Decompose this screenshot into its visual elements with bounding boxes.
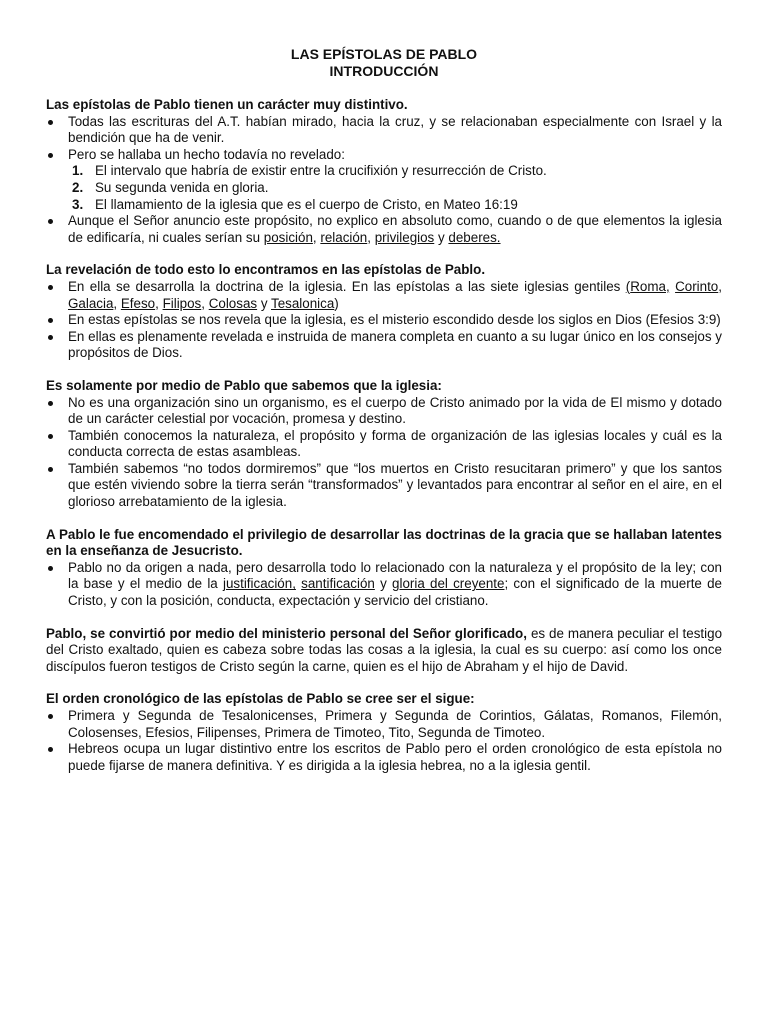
- bullet-list: [46, 708, 722, 774]
- paragraph-lead: Pablo, se convirtió por medio del ministerio personal del Señor glorificado,: [46, 625, 527, 641]
- text-run: Pablo no da origen a nada, pero desarrolla todo lo relacionado con la naturaleza y el propósito de la ley; con la base y el medio de la: [68, 559, 722, 592]
- bullet-list: [46, 395, 722, 511]
- numbered-item: [68, 163, 722, 180]
- church-filipos: Filipos: [162, 295, 202, 311]
- list-item: También conocemos la naturaleza, el propósito y forma de organización de las iglesias locales y cuál es la conducta correcta de estas asambleas.: [46, 428, 722, 461]
- item-number: 2.: [72, 179, 84, 195]
- text-run: y: [374, 576, 393, 592]
- underlined-term-privilegios: privilegios: [374, 229, 435, 245]
- list-item: Primera y Segunda de Tesalonicenses, Primera y Segunda de Corintios, Gálatas, Romanos, Filemón, Colosenses, Efesios, Filipenses, Primera de Timoteo, Tito, Segunda de Timoteo.: [46, 708, 722, 741]
- underlined-term-deberes: deberes.: [448, 229, 501, 245]
- underlined-term-relacion: relación: [320, 229, 368, 245]
- text-run: ; con el significado de la muerte de Cristo, y con la posición, conducta, expectación y servicio del cristiano.: [68, 576, 722, 609]
- text-run: ,: [312, 229, 321, 245]
- church-tesalonica: Tesalonica: [271, 295, 335, 311]
- underlined-term-gloria: gloria del creyente: [392, 576, 505, 592]
- list-item: También sabemos “no todos dormiremos” que “los muertos en Cristo resucitaran primero” y que los santos que estén viviendo sobre la tierra serán “transformados” y levantados para encontrar al señor en el aire, en el glorioso arrebatamiento de la iglesia.: [46, 461, 722, 511]
- item-number: 3.: [72, 196, 84, 212]
- numbered-list: [68, 163, 722, 213]
- church-corinto: Corinto: [675, 278, 719, 294]
- section-heading: A Pablo le fue encomendado el privilegio de desarrollar las doctrinas de la gracia que se hallaban latentes en la enseñanza de Jesucristo.: [46, 526, 722, 559]
- item-text: El intervalo que habría de existir entre la crucifixión y resurrección de Cristo.: [95, 163, 547, 179]
- bullet-list: [46, 279, 722, 362]
- section-through-paul: [46, 378, 722, 511]
- document-title: LAS EPÍSTOLAS DE PABLO: [290, 46, 478, 62]
- church-efeso: Efeso: [120, 295, 156, 311]
- section-paul-conversion: [46, 626, 722, 676]
- underlined-term-posicion: posición: [263, 229, 313, 245]
- section-heading: El orden cronológico de las epístolas de Pablo se cree ser el sigue:: [46, 691, 475, 707]
- paragraph-body: es de manera peculiar el testigo del Cristo exaltado, quien es cabeza sobre todas las cosas a la iglesia, la cual es su cuerpo: así como los once discípulos fueron testigos de Cristo según la carne, quien es el hijo de Abraham y el hijo de David.: [46, 625, 723, 674]
- list-item: En estas epístolas se nos revela que la iglesia, es el misterio escondido desde los siglos en Dios (Efesios 3:9): [46, 312, 722, 329]
- list-item: [46, 560, 722, 610]
- list-item: En ellas es plenamente revelada e instruida de manera completa en cuanto a su lugar único en los consejos y propósitos de Dios.: [46, 329, 722, 362]
- underlined-term-justificacion: justificación,: [222, 576, 296, 592]
- item-text: Su segunda venida en gloria.: [95, 179, 269, 195]
- item-text: El llamamiento de la iglesia que es el cuerpo de Cristo, en Mateo 16:19: [95, 196, 518, 212]
- section-heading: Las epístolas de Pablo tienen un carácter muy distintivo.: [46, 97, 408, 112]
- section-revelation: [46, 262, 722, 362]
- text-run: En ella se desarrolla la doctrina de la iglesia. En las epístolas a las siete iglesias gentiles: [68, 278, 626, 294]
- text-run: ,: [155, 295, 163, 311]
- bullet-list: [46, 114, 722, 247]
- list-item: [46, 213, 722, 246]
- section-heading: La revelación de todo esto lo encontramos en las epístolas de Pablo.: [46, 262, 486, 278]
- text-run: ): [334, 295, 339, 311]
- church-galacia: Galacia: [68, 295, 114, 311]
- numbered-item: [68, 197, 722, 214]
- list-item: [46, 279, 722, 312]
- text-run: ,: [201, 295, 209, 311]
- church-roma: Roma,: [630, 278, 670, 294]
- text-run: ,: [113, 295, 121, 311]
- text-run: y: [434, 229, 449, 245]
- section-chronological-order: [46, 691, 722, 774]
- bullet-list: [46, 560, 722, 610]
- church-colosas: Colosas: [208, 295, 258, 311]
- document-page: [46, 46, 722, 790]
- item-number: 1.: [72, 163, 84, 179]
- section-distinctive-character: [46, 97, 722, 246]
- list-item: Hebreos ocupa un lugar distintivo entre los escritos de Pablo pero el orden cronológico de esta epístola no puede fijarse de manera definitiva. Y es dirigida a la iglesia hebrea, no a la iglesia gentil.: [46, 741, 722, 774]
- numbered-item: [68, 180, 722, 197]
- text-run: y: [257, 295, 272, 311]
- list-item: [46, 147, 722, 213]
- text-run: (: [625, 278, 631, 294]
- text-run: Aunque el Señor anuncio este propósito, no explico en absoluto como, cuando o de que elementos la iglesia de edificaría, ni cuales serían su: [68, 213, 722, 245]
- section-doctrines-of-grace: [46, 527, 722, 610]
- section-heading: Es solamente por medio de Pablo que sabemos que la iglesia:: [46, 377, 442, 393]
- underlined-term-santificacion: santificación: [301, 576, 375, 592]
- document-subtitle: INTRODUCCIÓN: [329, 63, 439, 79]
- text-run: ,: [718, 278, 722, 294]
- list-item-text: Pero se hallaba un hecho todavía no revelado:: [68, 146, 345, 162]
- list-item: No es una organización sino un organismo, es el cuerpo de Cristo animado por la vida de El mismo y dotado de un carácter celestial por vocación, promesa y destino.: [46, 395, 722, 428]
- text-run: ,: [367, 229, 375, 245]
- paragraph: [46, 626, 722, 676]
- list-item: Todas las escrituras del A.T. habían mirado, hacia la cruz, y se relacionaban especialmente con Israel y la bendición que ha de venir.: [46, 114, 722, 147]
